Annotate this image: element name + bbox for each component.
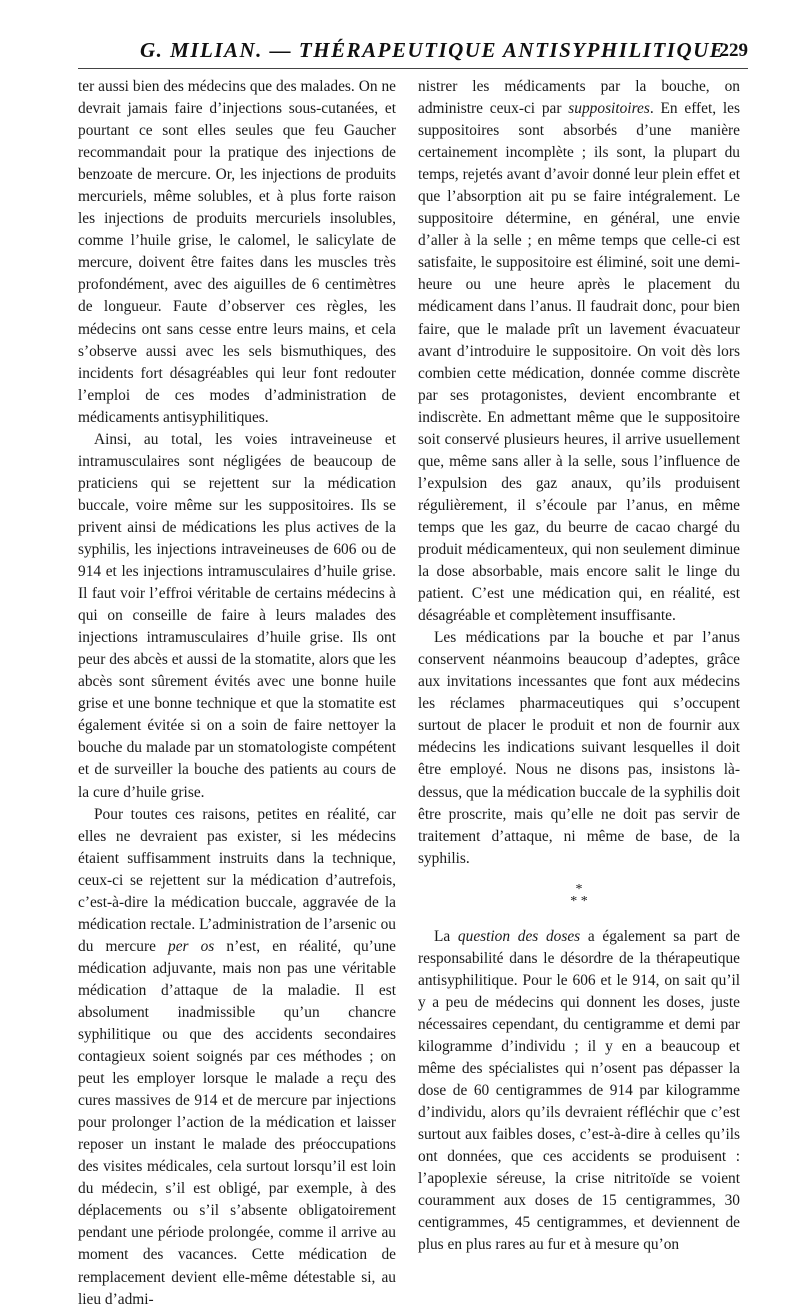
- paragraph: ter aussi bien des médecins que des malades. On ne devrait jamais faire d’injections sous-cutanées, et pourtant ce sont elles seules que feu Gaucher recommandait pour la pratique des injections de benzoate de mercure. Or, les injections de produits mercuriels, même solubles, et à plus forte raison les injections de produits mercuriels insolubles, comme l’huile grise, le calomel, le salicylate de mercure, doivent être faites dans les muscles très profondément, avec des aiguilles de 6 centimètres de longueur. Faute d’observer ces règles, les médecins ont sans cesse entre leurs mains, et cela s’observe aussi avec les sels bismuthiques, des incidents fort désagréables qui leur font redouter l’emploi de ces modes d’administration de médicaments antisyphilitiques.: [78, 78, 396, 426]
- asterism-top: *: [575, 881, 583, 897]
- paragraph: [418, 76, 740, 627]
- text-run: a également sa part de responsabilité dans le désordre de la thérapeutique antisyphilitique. Pour le 606 et le 914, on sait qu’il y a peu de médecins qui donnent les doses, juste nécessaires cependant, du centigramme et demi par kilogramme d’individu ; il y en a beaucoup et même des spécialistes qui n’osent pas dépasser la dose de 60 centigrammes de 914 par kilogramme d’individu, alors qu’ils devraient réfléchir que c’est surtout aux faibles doses, c’est-à-dire à celles qu’ils ont données, que ces accidents se produisent : l’apoplexie séreuse, la crise nitritoïde se voient couramment aux doses de 15 centigrammes, 30 centigrammes, 45 centigrammes, et deviennent de plus en plus rares au fur et à mesure qu’on: [418, 927, 740, 1254]
- page-number: 229: [719, 40, 748, 61]
- italic-term: per os: [168, 937, 215, 955]
- right-column: [418, 76, 740, 1256]
- text-run: La: [434, 927, 458, 945]
- italic-term: suppositoires: [568, 100, 650, 118]
- text-run: . En effet, les suppositoires sont absorbés d’une manière certainement incomplète ; ils sont, la plupart du temps, rejetés avant d’avoir donné leur plein effet et que l’absorption ait pu se faire intégralement. Le suppositoire détermine, en général, une envie d’aller à la selle ; en même temps que celle-ci est satisfaite, le suppositoire est éliminé, soit une demi-heure ou une heure après le placement du médicament dans l’anus. Il faudrait donc, pour bien faire, que le malade prît un lavement évacuateur avant d’introduire le suppositoire. On voit dès lors combien cette médication, donnée comme discrète par ses protagonistes, devient encombrante et indiscrète. En admettant même que le suppositoire soit conservé plusieurs heures, il arrive usuellement que, même sans aller à la selle, sous l’influence de l’expulsion des gaz anaux, qu’ils produisent régulièrement, il s’écoule par l’anus, en même temps que les gaz, du beurre de cacao chargé du produit médicamenteux, qui non seulement diminue la dose absorbable, mais encore salit le linge du patient. C’est une médication qui, en réalité, est désagréable et complètement insuffisante.: [418, 100, 741, 625]
- text-run: nistrer les médicaments par la bouche, on administre ceux-ci par: [418, 78, 740, 118]
- paragraph: [418, 926, 740, 1257]
- left-column: [78, 76, 396, 1311]
- paragraph: [78, 804, 396, 1311]
- italic-term: question des doses: [457, 927, 581, 945]
- paragraph: Les médications par la bouche et par l’anus conservent néanmoins beaucoup d’adeptes, grâce aux invitations incessantes que font aux médecins les réclames pharmaceutiques qui s’occupent surtout de placer le produit et non de fournir aux médecins les indications suivant lesquelles il doit être employé. Nous ne disons pas, insistons là-dessus, que la médication buccale de la syphilis doit être proscrite, mais qu’elle ne doit pas servir de traitement d’attaque, ni même de base, de la syphilis.: [418, 629, 740, 867]
- asterism-bottom: * *: [570, 893, 588, 909]
- text-run: n’est, en réalité, qu’une médication adjuvante, mais non pas une véritable médication d’attaque de la maladie. Il est absolument inadmissible qu’un chancre syphilitique ou que des accidents secondaires contagieux soient soignés par ces méthodes ; on peut les employer lorsque le malade a reçu des cures massives de 914 et de mercure par injections pour prolonger l’action de la médication et laisser reposer un instant le malade des préoccupations des visites médicales, cela surtout lorsqu’il est loin du médecin, s’il est obligé, par exemple, à des déplacements ou s’il s’absente obligatoirement pendant une période prolongée, comme il arrive au moment des vacances. Cette médication de remplacement devient elle-même détestable si, au lieu d’admi-: [78, 937, 396, 1308]
- running-title: G. MILIAN. — THÉRAPEUTIQUE ANTISYPHILITIQUE: [140, 38, 726, 62]
- paragraph: Ainsi, au total, les voies intraveineuse et intramusculaires sont négligées de beaucoup de praticiens qui se rejettent sur la médication buccale, voire même sur les suppositoires. Ils se privent ainsi de médications les plus actives de la syphilis, les injections intraveineuses de 606 ou de 914 et les injections intramusculaires d’huile grise. Il faut voir l’effroi véritable de certains médecins à qui on conseille de faire à leurs malades des injections intramusculaires d’huile grise. Ils ont peur des abcès et aussi de la stomatite, alors que les abcès sont sûrement évités avec une bonne huile grise et une bonne technique et que la stomatite est également évitée si on a soin de faire nettoyer la bouche du malade par un stomatologiste compétent et de surveiller la bouche des patients au cours de la cure d’huile grise.: [78, 430, 396, 801]
- section-asterism: [418, 881, 740, 909]
- page-header: [78, 34, 748, 69]
- text-run: Pour toutes ces raisons, petites en réalité, car elles ne devraient pas exister, si les médecins étaient suffisamment instruits dans la technique, ceux-ci se rejettent sur la médication d’autrefois, c’est-à-dire la médication buccale, aggravée de la médication rectale. L’administration de l’arsenic ou du mercure: [78, 805, 396, 955]
